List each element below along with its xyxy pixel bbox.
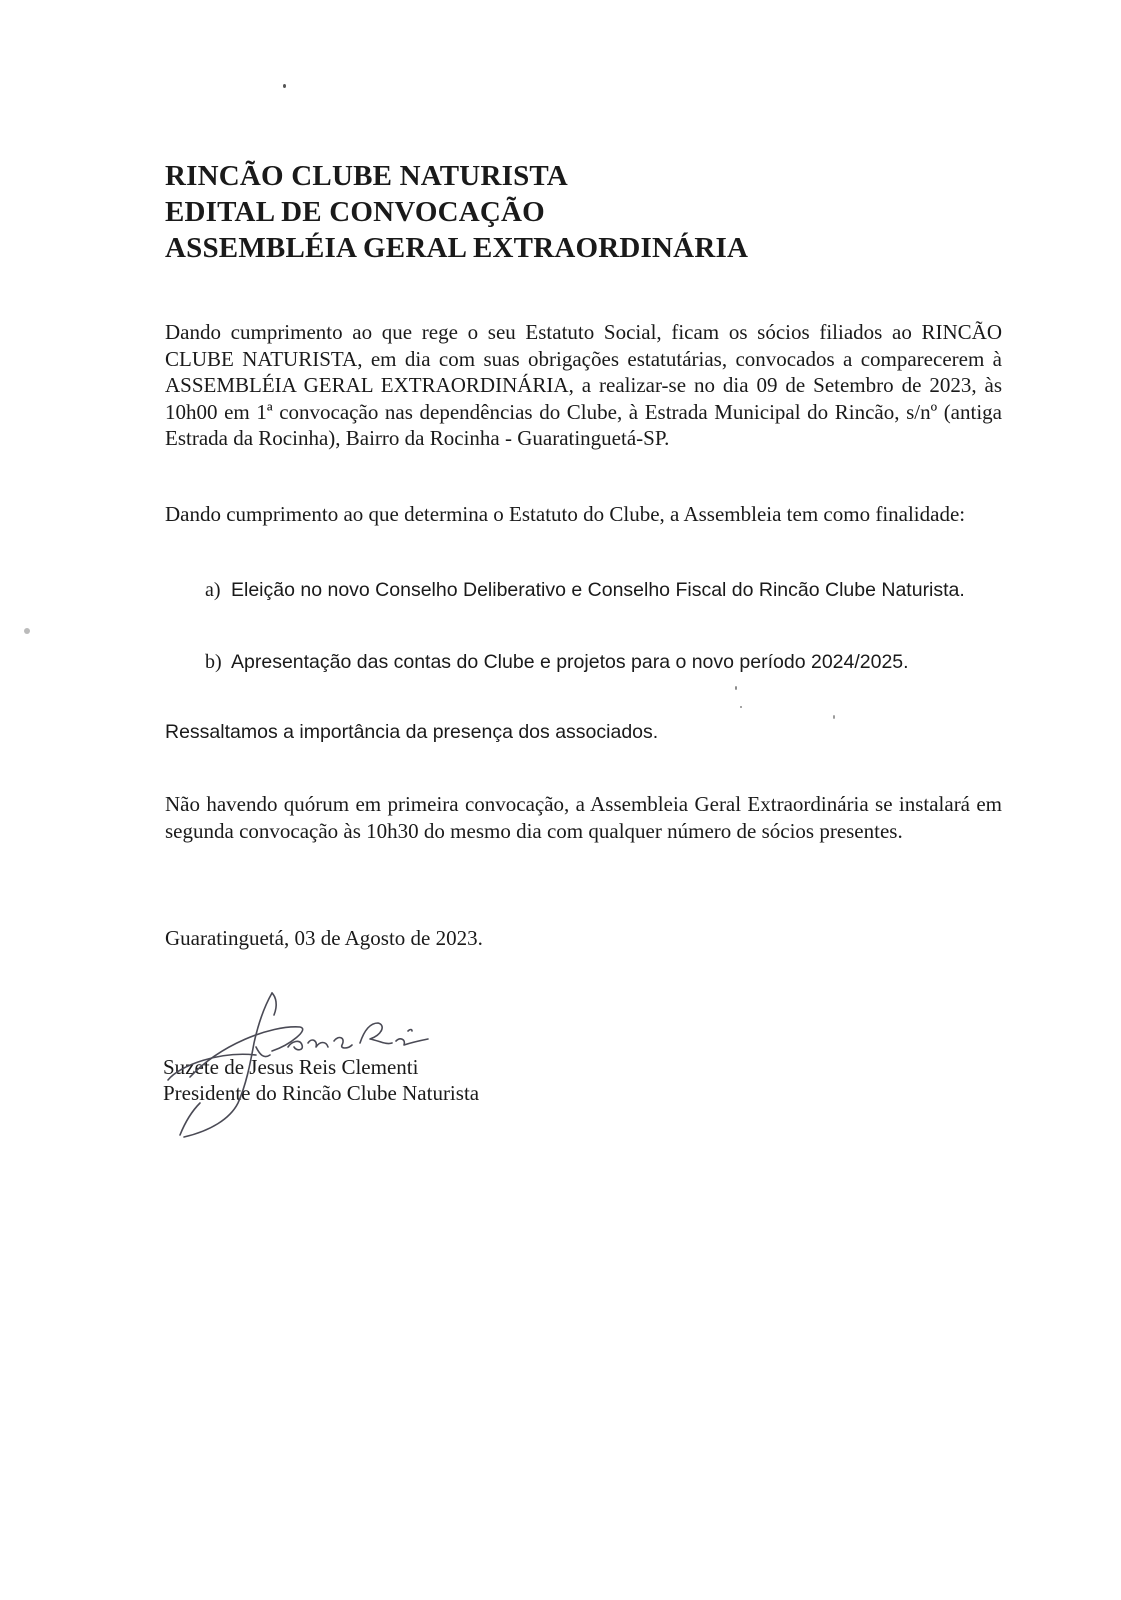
signer-name: Suzete de Jesus Reis Clementi [163,1055,419,1079]
agenda-item-marker: a) [205,579,221,601]
quorum-paragraph: Não havendo quórum em primeira convocação, a Assembleia Geral Extraordinária se instalará em segunda convocação às 10h30 do mesmo dia com qualquer número de sócios presentes. [165,792,1002,843]
purpose-paragraph: Dando cumprimento ao que determina o Estatuto do Clube, a Assembleia tem como finalidade: [165,502,966,526]
notice-title: EDITAL DE CONVOCAÇÃO [165,196,545,228]
agenda-item-text: Eleição no novo Conselho Deliberativo e Conselho Fiscal do Rincão Clube Naturista. [231,579,965,601]
document-header [165,158,965,266]
convocation-paragraph: Dando cumprimento ao que rege o seu Estatuto Social, ficam os sócios filiados ao RINCÃO CLUBE NATURISTA, em dia com suas obrigações estatutárias, convocados a comparecerem à ASSEMBLÉIA GERAL EXTRAORDINÁRIA, a realizar-se no dia 09 de Setembro de 2023, às 10h00 em 1ª convocação nas dependências do Clube, à Estrada Municipal do Rincão, s/nº (antiga Estrada da Rocinha), Bairro da Rocinha - Guaratinguetá-SP. [165,320,1002,450]
scan-speck [735,686,737,690]
agenda-item [205,573,1005,608]
scan-speck [833,715,835,719]
agenda-item-text: Apresentação das contas do Clube e projetos para o novo período 2024/2025. [231,651,909,673]
scan-speck [740,706,742,708]
signer-title: Presidente do Rincão Clube Naturista [163,1081,480,1105]
attendance-note: Ressaltamos a importância da presença dos associados. [165,721,659,743]
scan-speck [24,628,30,634]
assembly-title: ASSEMBLÉIA GERAL EXTRAORDINÁRIA [165,232,749,264]
signature-block [163,1054,479,1106]
scan-speck [283,84,286,88]
club-name-title: RINCÃO CLUBE NATURISTA [165,160,568,192]
agenda-item-marker: b) [205,651,222,673]
agenda-list-a [205,573,1005,608]
date-line: Guaratinguetá, 03 de Agosto de 2023. [165,926,483,950]
agenda-list-b [205,645,1005,680]
agenda-item [205,645,1005,680]
